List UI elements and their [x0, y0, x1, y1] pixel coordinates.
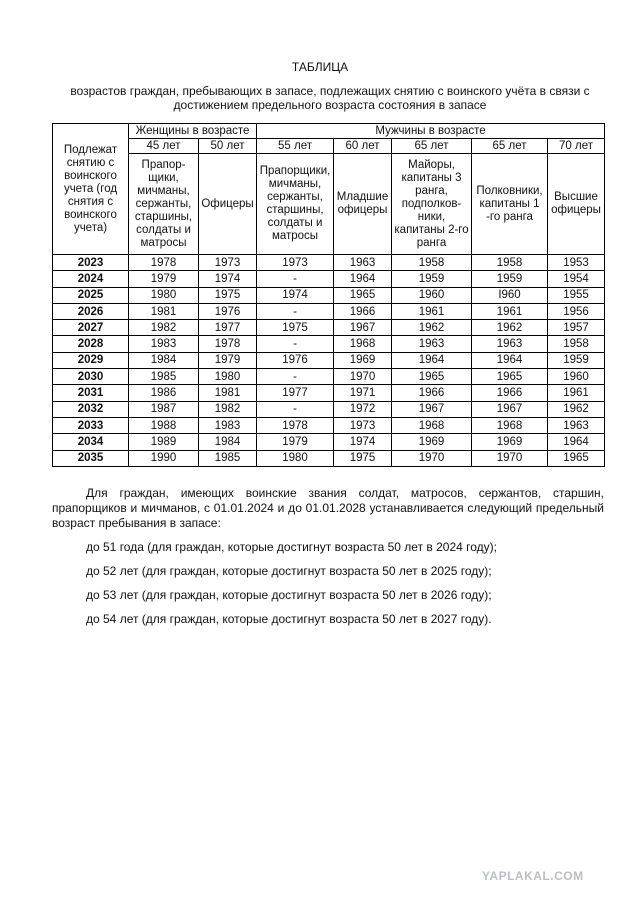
birth-year-cell: 1975: [334, 450, 392, 466]
birth-year-cell: 1961: [548, 385, 605, 401]
year-cell: 2031: [53, 385, 129, 401]
birth-year-cell: 1965: [334, 287, 392, 303]
birth-year-cell: 1959: [548, 352, 605, 368]
birth-year-cell: 1965: [548, 450, 605, 466]
age-header: 45 лет: [129, 139, 199, 154]
row-header: Подлежат снятию с воинского учета (год снятия с воинского учета): [53, 124, 129, 255]
birth-year-cell: 1979: [257, 434, 334, 450]
birth-year-cell: 1958: [392, 255, 472, 271]
list-item: до 51 года (для граждан, которые достигнут возраста 50 лет в 2024 году);: [86, 540, 498, 554]
paragraph: Для граждан, имеющих воинские звания солдат, матросов, сержантов, старшин, прапорщиков и мичманов, с 01.01.2024 и до 01.01.2028 устанавливается следующий предельный возраст пребывания в запасе:: [52, 486, 604, 530]
birth-year-cell: 1982: [129, 320, 199, 336]
birth-year-cell: 1983: [199, 417, 257, 433]
birth-year-cell: 1970: [334, 369, 392, 385]
birth-year-cell: 1975: [199, 287, 257, 303]
list-item: до 52 лет (для граждан, которые достигнут возраста 50 лет в 2025 году);: [86, 564, 492, 578]
birth-year-cell: 1964: [548, 434, 605, 450]
birth-year-cell: 1973: [334, 417, 392, 433]
birth-year-cell: 1987: [129, 401, 199, 417]
birth-year-cell: 1954: [548, 271, 605, 287]
birth-year-cell: 1955: [548, 287, 605, 303]
birth-year-cell: 1986: [129, 385, 199, 401]
age-header-row: [53, 139, 605, 154]
birth-year-cell: -: [257, 369, 334, 385]
birth-year-cell: 1967: [472, 401, 548, 417]
table-row: [53, 450, 605, 466]
table-row: [53, 401, 605, 417]
birth-year-cell: 1961: [472, 303, 548, 319]
birth-year-cell: 1964: [392, 352, 472, 368]
birth-year-cell: -: [257, 336, 334, 352]
birth-year-cell: 1976: [257, 352, 334, 368]
watermark: YAPLAKAL.COM: [482, 869, 584, 883]
birth-year-cell: 1953: [548, 255, 605, 271]
birth-year-cell: 1989: [129, 434, 199, 450]
table-row: [53, 369, 605, 385]
birth-year-cell: 1975: [257, 320, 334, 336]
birth-year-cell: 1981: [129, 303, 199, 319]
birth-year-cell: 1967: [392, 401, 472, 417]
ages-table: [52, 123, 605, 467]
year-cell: 2033: [53, 417, 129, 433]
birth-year-cell: 1990: [129, 450, 199, 466]
birth-year-cell: -: [257, 303, 334, 319]
birth-year-cell: I960: [472, 287, 548, 303]
year-cell: 2032: [53, 401, 129, 417]
table-body: [53, 255, 605, 467]
category-header: Прапор-щики, мичманы, сержанты, старшины, солдаты и матросы: [129, 154, 199, 255]
document-title: ТАБЛИЦА: [291, 60, 349, 74]
table-row: [53, 336, 605, 352]
table-row: [53, 352, 605, 368]
birth-year-cell: 1957: [548, 320, 605, 336]
birth-year-cell: 1984: [129, 352, 199, 368]
document-subtitle: возрастов граждан, пребывающих в запасе, подлежащих снятию с воинского учёта в связи с достижением предельного возраста состояния в запасе: [70, 84, 590, 112]
birth-year-cell: 1969: [472, 434, 548, 450]
birth-year-cell: 1969: [334, 352, 392, 368]
birth-year-cell: 1968: [334, 336, 392, 352]
birth-year-cell: 1959: [472, 271, 548, 287]
year-cell: 2035: [53, 450, 129, 466]
birth-year-cell: 1960: [548, 369, 605, 385]
list-item: до 54 лет (для граждан, которые достигнут возраста 50 лет в 2027 году).: [86, 612, 492, 626]
birth-year-cell: 1971: [334, 385, 392, 401]
birth-year-cell: 1968: [392, 417, 472, 433]
age-header: 55 лет: [257, 139, 334, 154]
birth-year-cell: 1985: [199, 450, 257, 466]
birth-year-cell: 1963: [548, 417, 605, 433]
birth-year-cell: 1972: [334, 401, 392, 417]
birth-year-cell: 1984: [199, 434, 257, 450]
birth-year-cell: 1963: [334, 255, 392, 271]
year-cell: 2023: [53, 255, 129, 271]
birth-year-cell: 1964: [472, 352, 548, 368]
birth-year-cell: 1977: [199, 320, 257, 336]
birth-year-cell: 1960: [392, 287, 472, 303]
birth-year-cell: 1956: [548, 303, 605, 319]
group-women: Женщины в возрасте: [129, 124, 257, 139]
birth-year-cell: 1973: [257, 255, 334, 271]
age-header: 65 лет: [472, 139, 548, 154]
birth-year-cell: 1982: [199, 401, 257, 417]
list-item: до 53 лет (для граждан, которые достигнут возраста 50 лет в 2026 году);: [86, 588, 492, 602]
birth-year-cell: 1965: [392, 369, 472, 385]
birth-year-cell: 1970: [392, 450, 472, 466]
birth-year-cell: 1962: [548, 401, 605, 417]
birth-year-cell: 1973: [199, 255, 257, 271]
birth-year-cell: 1974: [334, 434, 392, 450]
birth-year-cell: 1966: [334, 303, 392, 319]
category-header-row: [53, 154, 605, 255]
table-row: [53, 287, 605, 303]
birth-year-cell: 1985: [129, 369, 199, 385]
birth-year-cell: 1966: [472, 385, 548, 401]
birth-year-cell: -: [257, 271, 334, 287]
birth-year-cell: 1980: [199, 369, 257, 385]
year-cell: 2034: [53, 434, 129, 450]
birth-year-cell: 1978: [129, 255, 199, 271]
birth-year-cell: 1959: [392, 271, 472, 287]
birth-year-cell: 1964: [334, 271, 392, 287]
year-cell: 2024: [53, 271, 129, 287]
age-header: 70 лет: [548, 139, 605, 154]
birth-year-cell: 1978: [257, 417, 334, 433]
year-cell: 2025: [53, 287, 129, 303]
birth-year-cell: 1981: [199, 385, 257, 401]
year-cell: 2026: [53, 303, 129, 319]
birth-year-cell: 1965: [472, 369, 548, 385]
birth-year-cell: 1961: [392, 303, 472, 319]
birth-year-cell: 1979: [199, 352, 257, 368]
category-header: Младшие офицеры: [334, 154, 392, 255]
birth-year-cell: 1970: [472, 450, 548, 466]
table-row: [53, 271, 605, 287]
birth-year-cell: 1962: [472, 320, 548, 336]
table-row: [53, 385, 605, 401]
birth-year-cell: 1966: [392, 385, 472, 401]
birth-year-cell: 1976: [199, 303, 257, 319]
birth-year-cell: 1963: [392, 336, 472, 352]
birth-year-cell: 1958: [548, 336, 605, 352]
age-header: 65 лет: [392, 139, 472, 154]
birth-year-cell: 1979: [129, 271, 199, 287]
birth-year-cell: 1969: [392, 434, 472, 450]
year-cell: 2027: [53, 320, 129, 336]
birth-year-cell: 1988: [129, 417, 199, 433]
birth-year-cell: 1974: [199, 271, 257, 287]
birth-year-cell: 1983: [129, 336, 199, 352]
birth-year-cell: 1977: [257, 385, 334, 401]
category-header: Офицеры: [199, 154, 257, 255]
year-cell: 2029: [53, 352, 129, 368]
category-header: Высшие офицеры: [548, 154, 605, 255]
birth-year-cell: 1967: [334, 320, 392, 336]
birth-year-cell: 1978: [199, 336, 257, 352]
category-header: Майоры, капитаны 3 ранга, подполков-ники, капитаны 2-го ранга: [392, 154, 472, 255]
year-cell: 2028: [53, 336, 129, 352]
table-row: [53, 303, 605, 319]
birth-year-cell: 1968: [472, 417, 548, 433]
table-row: [53, 320, 605, 336]
birth-year-cell: 1980: [257, 450, 334, 466]
year-cell: 2030: [53, 369, 129, 385]
table-row: [53, 255, 605, 271]
category-header: Полковники, капитаны 1 -го ранга: [472, 154, 548, 255]
category-header: Прапорщики, мичманы, сержанты, старшины, солдаты и матросы: [257, 154, 334, 255]
age-header: 50 лет: [199, 139, 257, 154]
table-row: [53, 434, 605, 450]
birth-year-cell: 1958: [472, 255, 548, 271]
group-men: Мужчины в возрасте: [257, 124, 605, 139]
birth-year-cell: 1962: [392, 320, 472, 336]
birth-year-cell: -: [257, 401, 334, 417]
birth-year-cell: 1963: [472, 336, 548, 352]
age-header: 60 лет: [334, 139, 392, 154]
birth-year-cell: 1974: [257, 287, 334, 303]
table-row: [53, 417, 605, 433]
birth-year-cell: 1980: [129, 287, 199, 303]
